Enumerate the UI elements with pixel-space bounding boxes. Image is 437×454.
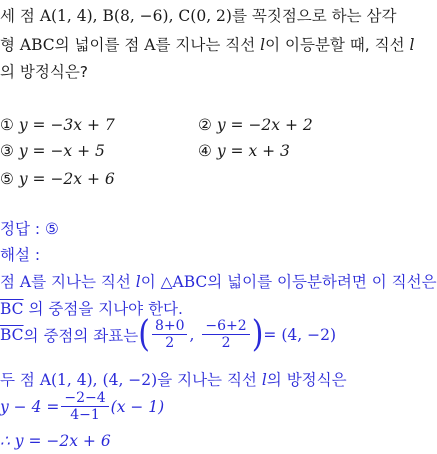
fraction (202, 318, 249, 351)
choice-expr: y = −3x + 7 (18, 116, 115, 134)
text: 세 점 (0, 7, 40, 25)
numerator: −6+2 (202, 318, 249, 335)
math: l (260, 36, 266, 54)
math: ABC (19, 36, 55, 54)
solution-line-4 (0, 368, 347, 390)
text: 의 중점을 지나야 한다. (23, 300, 183, 318)
solution-line-1 (0, 270, 437, 292)
text: 를 꼭짓점으로 하는 삼각 (231, 7, 397, 25)
text: 의 방정식은 (266, 371, 347, 389)
choice-number: ⑤ (0, 170, 14, 188)
choice-expr: y = −2x + 6 (18, 170, 115, 188)
conclusion: ∴ y = −2x + 6 (0, 432, 111, 450)
text: 의 넓이를 이등분하려면 이 직선은 (207, 273, 437, 291)
math: A(1, 4), (4, −2) (39, 371, 158, 389)
math: A (19, 273, 32, 291)
solution-line-6 (0, 432, 111, 450)
choice-number: ③ (0, 142, 14, 160)
choice-3 (0, 142, 105, 160)
text: 의 중점의 좌표는 (23, 326, 139, 345)
fraction (61, 390, 108, 423)
text: 이 이등분할 때, 직선 (265, 36, 410, 54)
segment-bc: $\overline{BC}$ (0, 300, 24, 318)
math: (x − 1) (110, 397, 165, 416)
answer-label: 정답 : ⑤ (0, 220, 59, 238)
text: 두 점 (0, 371, 40, 389)
solution-line-5 (0, 390, 164, 423)
text: 형 (0, 36, 20, 54)
math: A(1, 4), B(8, −6), C(0, 2) (39, 7, 232, 25)
text: 의 방정식은? (0, 63, 89, 81)
solution-line-2 (0, 297, 183, 319)
solution-line-3 (0, 312, 336, 355)
math: △ABC (160, 273, 208, 291)
denominator: 2 (221, 335, 231, 352)
choice-5 (0, 170, 115, 188)
text: 점 (0, 273, 20, 291)
problem-line-2 (0, 33, 414, 55)
math: y − 4 = (0, 397, 60, 416)
math: l (409, 36, 415, 54)
choice-number: ② (198, 116, 212, 134)
comma: , (189, 325, 195, 344)
numerator: 8+0 (152, 318, 188, 335)
text: 의 넓이를 점 (54, 36, 145, 54)
denominator: 4−1 (70, 407, 100, 424)
left-paren: ( (138, 312, 150, 355)
choice-number: ① (0, 116, 14, 134)
explanation-label: 해설 : (0, 246, 41, 264)
numerator: −2−4 (61, 390, 108, 407)
segment-bc: $\overline{BC}$ (0, 325, 24, 344)
choice-2 (198, 116, 313, 134)
problem-line-1 (0, 4, 396, 26)
denominator: 2 (165, 335, 175, 352)
choice-expr: y = −x + 5 (18, 142, 105, 160)
math: A (144, 36, 156, 54)
math: l (135, 273, 141, 291)
choice-1 (0, 116, 115, 134)
choice-number: ④ (198, 142, 212, 160)
choice-4 (198, 142, 290, 160)
text: 이 (140, 273, 161, 291)
math: l (261, 371, 267, 389)
fraction (152, 318, 188, 351)
text: 을 지나는 직선 (157, 371, 262, 389)
right-paren: ) (251, 312, 264, 355)
choice-expr: y = x + 3 (216, 142, 290, 160)
text: 를 지나는 직선 (31, 273, 136, 291)
text: 를 지나는 직선 (155, 36, 261, 54)
math: = (4, −2) (263, 325, 336, 344)
choice-expr: y = −2x + 2 (216, 116, 313, 134)
problem-line-3 (0, 60, 88, 82)
